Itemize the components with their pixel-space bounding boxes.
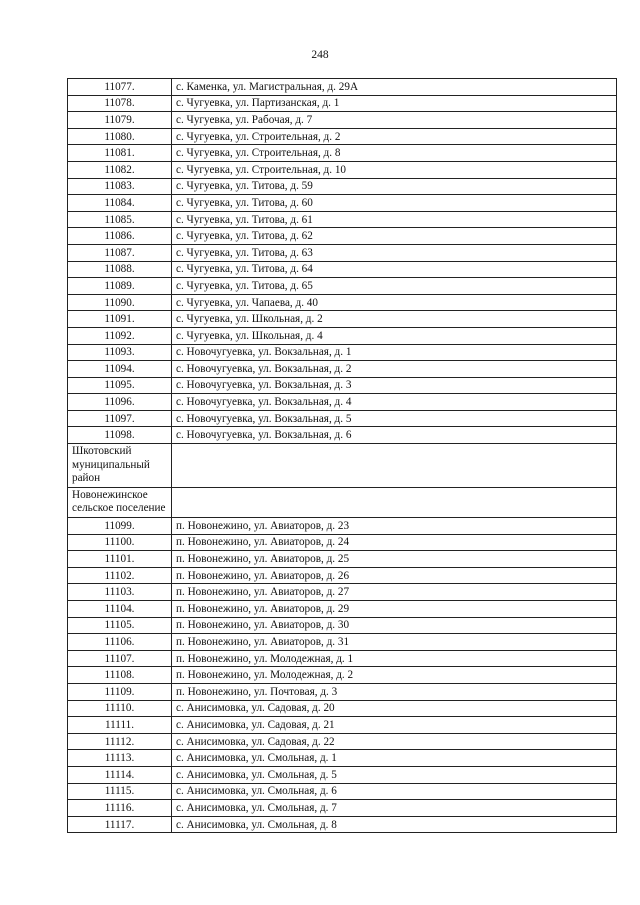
- table-row: [68, 534, 617, 551]
- row-number: 11106.: [68, 634, 172, 651]
- row-address: п. Новонежино, ул. Авиаторов, д. 23: [172, 518, 617, 535]
- row-number: 11107.: [68, 650, 172, 667]
- table-row: [68, 327, 617, 344]
- row-address: с. Анисимовка, ул. Садовая, д. 20: [172, 700, 617, 717]
- row-address: с. Чугуевка, ул. Рабочая, д. 7: [172, 112, 617, 129]
- row-number: 11108.: [68, 667, 172, 684]
- table-row: [68, 195, 617, 212]
- table-row: [68, 567, 617, 584]
- table-row: [68, 816, 617, 833]
- table-row: [68, 244, 617, 261]
- row-number: 11109.: [68, 683, 172, 700]
- row-address: с. Анисимовка, ул. Смольная, д. 8: [172, 816, 617, 833]
- row-address: с. Чугуевка, ул. Титова, д. 60: [172, 195, 617, 212]
- row-number: 11099.: [68, 518, 172, 535]
- row-number: 11095.: [68, 377, 172, 394]
- row-number: 11096.: [68, 394, 172, 411]
- table-row: [68, 427, 617, 444]
- table-row: [68, 783, 617, 800]
- row-address: с. Чугуевка, ул. Титова, д. 65: [172, 278, 617, 295]
- row-address: п. Новонежино, ул. Авиаторов, д. 25: [172, 551, 617, 568]
- section-row: [68, 487, 617, 517]
- table-row: [68, 178, 617, 195]
- table-row: [68, 717, 617, 734]
- row-address: с. Чугуевка, ул. Титова, д. 64: [172, 261, 617, 278]
- table-row: [68, 361, 617, 378]
- table-row: [68, 128, 617, 145]
- row-number: 11112.: [68, 733, 172, 750]
- table-row: [68, 750, 617, 767]
- table-row: [68, 733, 617, 750]
- section-row: [68, 444, 617, 488]
- row-number: 11083.: [68, 178, 172, 195]
- row-address: с. Чугуевка, ул. Школьная, д. 4: [172, 327, 617, 344]
- table-row: [68, 394, 617, 411]
- row-number: 11097.: [68, 410, 172, 427]
- table-row: [68, 278, 617, 295]
- table-row: [68, 650, 617, 667]
- address-table-body: [68, 79, 617, 833]
- table-row: [68, 161, 617, 178]
- row-address: с. Чугуевка, ул. Титова, д. 63: [172, 244, 617, 261]
- table-row: [68, 294, 617, 311]
- row-address: с. Чугуевка, ул. Строительная, д. 2: [172, 128, 617, 145]
- table-row: [68, 211, 617, 228]
- row-number: 11078.: [68, 95, 172, 112]
- row-number: 11100.: [68, 534, 172, 551]
- table-row: [68, 228, 617, 245]
- row-number: 11101.: [68, 551, 172, 568]
- row-address: с. Чугуевка, ул. Школьная, д. 2: [172, 311, 617, 328]
- table-row: [68, 261, 617, 278]
- row-number: 11113.: [68, 750, 172, 767]
- row-address: п. Новонежино, ул. Авиаторов, д. 30: [172, 617, 617, 634]
- table-row: [68, 344, 617, 361]
- row-address: с. Чугуевка, ул. Титова, д. 59: [172, 178, 617, 195]
- row-number: 11080.: [68, 128, 172, 145]
- table-row: [68, 584, 617, 601]
- table-row: [68, 79, 617, 96]
- row-number: 11105.: [68, 617, 172, 634]
- row-address: с. Анисимовка, ул. Садовая, д. 21: [172, 717, 617, 734]
- row-address: с. Новочугуевка, ул. Вокзальная, д. 4: [172, 394, 617, 411]
- row-address: с. Анисимовка, ул. Смольная, д. 6: [172, 783, 617, 800]
- table-row: [68, 601, 617, 618]
- section-empty-cell: [172, 444, 617, 488]
- row-number: 11094.: [68, 361, 172, 378]
- table-row: [68, 377, 617, 394]
- row-address: с. Анисимовка, ул. Садовая, д. 22: [172, 733, 617, 750]
- row-address: с. Новочугуевка, ул. Вокзальная, д. 3: [172, 377, 617, 394]
- address-table: [67, 78, 617, 833]
- row-number: 11092.: [68, 327, 172, 344]
- row-address: с. Чугуевка, ул. Строительная, д. 10: [172, 161, 617, 178]
- table-row: [68, 634, 617, 651]
- table-row: [68, 311, 617, 328]
- row-number: 11077.: [68, 79, 172, 96]
- table-row: [68, 145, 617, 162]
- row-number: 11115.: [68, 783, 172, 800]
- row-address: с. Анисимовка, ул. Смольная, д. 7: [172, 800, 617, 817]
- row-number: 11110.: [68, 700, 172, 717]
- table-row: [68, 95, 617, 112]
- row-number: 11079.: [68, 112, 172, 129]
- row-address: п. Новонежино, ул. Авиаторов, д. 26: [172, 567, 617, 584]
- row-address: п. Новонежино, ул. Авиаторов, д. 24: [172, 534, 617, 551]
- row-address: с. Чугуевка, ул. Титова, д. 61: [172, 211, 617, 228]
- row-address: с. Анисимовка, ул. Смольная, д. 1: [172, 750, 617, 767]
- row-number: 11090.: [68, 294, 172, 311]
- row-address: с. Новочугуевка, ул. Вокзальная, д. 2: [172, 361, 617, 378]
- row-address: п. Новонежино, ул. Авиаторов, д. 29: [172, 601, 617, 618]
- row-address: с. Новочугуевка, ул. Вокзальная, д. 5: [172, 410, 617, 427]
- row-address: с. Чугуевка, ул. Партизанская, д. 1: [172, 95, 617, 112]
- row-number: 11116.: [68, 800, 172, 817]
- row-address: с. Анисимовка, ул. Смольная, д. 5: [172, 766, 617, 783]
- table-row: [68, 112, 617, 129]
- row-address: с. Чугуевка, ул. Титова, д. 62: [172, 228, 617, 245]
- table-row: [68, 800, 617, 817]
- table-row: [68, 700, 617, 717]
- row-number: 11103.: [68, 584, 172, 601]
- row-address: с. Новочугуевка, ул. Вокзальная, д. 6: [172, 427, 617, 444]
- table-row: [68, 667, 617, 684]
- page-number: 248: [311, 49, 329, 61]
- row-number: 11102.: [68, 567, 172, 584]
- row-number: 11098.: [68, 427, 172, 444]
- row-number: 11082.: [68, 161, 172, 178]
- table-row: [68, 551, 617, 568]
- row-number: 11104.: [68, 601, 172, 618]
- row-number: 11088.: [68, 261, 172, 278]
- row-address: с. Чугуевка, ул. Чапаева, д. 40: [172, 294, 617, 311]
- row-address: п. Новонежино, ул. Авиаторов, д. 31: [172, 634, 617, 651]
- section-label: Шкотовский муниципальный район: [68, 444, 172, 488]
- table-row: [68, 617, 617, 634]
- row-address: с. Чугуевка, ул. Строительная, д. 8: [172, 145, 617, 162]
- row-number: 11117.: [68, 816, 172, 833]
- section-label: Новонежинское сельское поселение: [68, 487, 172, 517]
- row-number: 11086.: [68, 228, 172, 245]
- row-number: 11085.: [68, 211, 172, 228]
- table-row: [68, 766, 617, 783]
- row-address: п. Новонежино, ул. Авиаторов, д. 27: [172, 584, 617, 601]
- row-number: 11114.: [68, 766, 172, 783]
- row-number: 11084.: [68, 195, 172, 212]
- table-row: [68, 683, 617, 700]
- row-address: п. Новонежино, ул. Молодежная, д. 1: [172, 650, 617, 667]
- table-row: [68, 410, 617, 427]
- row-address: п. Новонежино, ул. Почтовая, д. 3: [172, 683, 617, 700]
- row-number: 11111.: [68, 717, 172, 734]
- row-number: 11087.: [68, 244, 172, 261]
- row-address: с. Каменка, ул. Магистральная, д. 29А: [172, 79, 617, 96]
- row-address: п. Новонежино, ул. Молодежная, д. 2: [172, 667, 617, 684]
- row-address: с. Новочугуевка, ул. Вокзальная, д. 1: [172, 344, 617, 361]
- table-row: [68, 518, 617, 535]
- row-number: 11091.: [68, 311, 172, 328]
- section-empty-cell: [172, 487, 617, 517]
- row-number: 11093.: [68, 344, 172, 361]
- row-number: 11081.: [68, 145, 172, 162]
- row-number: 11089.: [68, 278, 172, 295]
